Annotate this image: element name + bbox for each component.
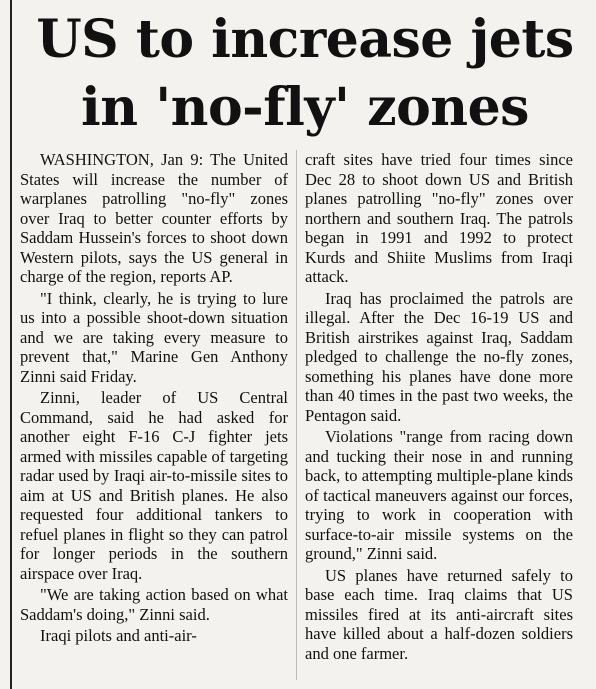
paragraph: US planes have returned safely to base each time. Iraq claims that US missiles fired at its anti-aircraft sites have killed about a half-dozen soldiers and one farmer. [305, 565, 573, 663]
column-divider [296, 150, 297, 680]
paragraph: Iraq has proclaimed the patrols are illegal. After the Dec 16-19 US and British airstrikes against Iraq, Saddam pledged to challenge the no-fly zones, something his planes have done more than 40 times in the past two weeks, the Pentagon said. [305, 288, 573, 425]
paragraph: "We are taking action based on what Saddam's doing," Zinni said. [20, 585, 288, 624]
article-column-left [20, 150, 288, 648]
headline-line-1: US to increase jets [36, 9, 574, 70]
paragraph: WASHINGTON, Jan 9: The United States will increase the number of warplanes patrolling "no-fly" zones over Iraq to better counter efforts by Saddam Hussein's forces to shoot down Western pilots, says the US general in charge of the region, reports AP. [20, 150, 288, 286]
paragraph: "I think, clearly, he is trying to lure us into a possible shoot-down situation and we are taking every measure to prevent that," Marine Gen Anthony Zinni said Friday. [20, 288, 288, 386]
paragraph: Iraqi pilots and anti-air- [40, 626, 197, 645]
paragraph: Zinni, leader of US Central Command, said he had asked for another eight F-16 C-J fighter jets armed with missiles capable of targeting radar used by Iraqi air-to-missile sites to aim at US and British planes. He also requested four additional tankers to refuel planes in flight so they can patrol for longer periods in the southern airspace over Iraq. [20, 388, 288, 583]
paragraph: craft sites have tried four times since Dec 28 to shoot down US and British planes patrolling "no-fly" zones over northern and southern Iraq. The patrols began in 1991 and 1992 to protect Kurds and Shiite Muslims from Iraqi attack. [305, 150, 573, 286]
article-column-right [305, 150, 573, 665]
paragraph: Violations "range from racing down and tucking their nose in and running back, to attempting multiple-plane kinds of tactical maneuvers against our forces, trying to work in cooperation with surface-to-air missile systems on the ground," Zinni said. [305, 427, 573, 563]
headline-line-2: in 'no-fly' zones [81, 77, 529, 138]
